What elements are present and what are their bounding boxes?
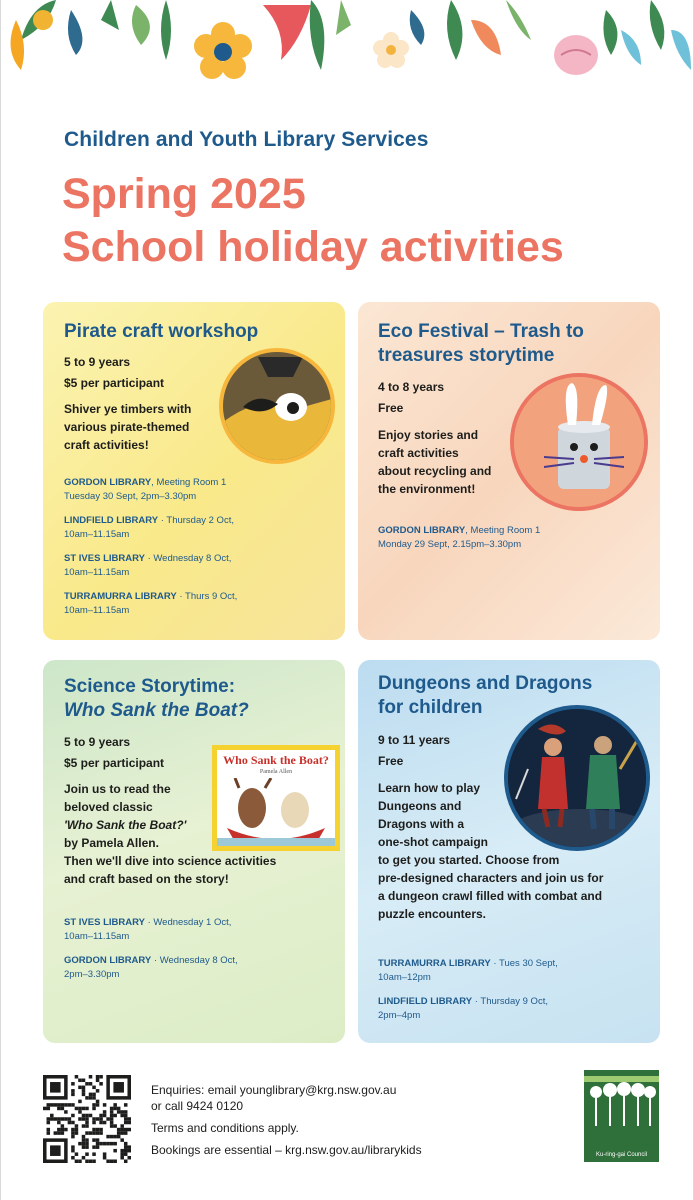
activity-card-eco-festival	[358, 302, 660, 640]
session-time: 2pm–3.30pm	[64, 969, 120, 980]
page-title	[62, 168, 564, 274]
description-line: beloved classic	[64, 800, 153, 814]
session-location: GORDON LIBRARY	[378, 525, 466, 536]
description-line: Dragons with a	[378, 817, 465, 831]
session-detail: · Thursday 9 Oct,	[472, 996, 548, 1007]
dnd-miniatures-photo	[504, 705, 650, 851]
activity-meta	[378, 730, 450, 772]
title-line-activities: School holiday activities	[62, 223, 564, 271]
session-detail: · Wednesday 8 Oct,	[151, 955, 238, 966]
age-range: 5 to 9 years	[64, 735, 131, 749]
session-time: Tuesday 30 Sept, 2pm–3.30pm	[64, 491, 197, 502]
session-item	[64, 552, 237, 580]
description-line: Dungeons and	[378, 799, 462, 813]
description-line: the environment!	[378, 482, 476, 496]
description-line: Shiver ye timbers with	[64, 402, 192, 416]
description-line: craft activities	[378, 446, 459, 460]
book-cover-illustration	[217, 778, 335, 846]
session-item	[64, 514, 237, 542]
session-location: GORDON LIBRARY	[64, 477, 152, 488]
title-line: for children	[378, 697, 483, 718]
activity-meta	[64, 732, 164, 774]
council-logo	[584, 1070, 659, 1162]
session-detail: , Meeting Room 1	[465, 525, 541, 536]
title-line-season: Spring 2025	[62, 170, 306, 218]
organisation-heading: Children and Youth Library Services	[64, 128, 429, 151]
terms-text: Terms and conditions apply.	[151, 1121, 299, 1135]
description-line: craft activities!	[64, 438, 149, 452]
title-line: Eco Festival – Trash to	[378, 321, 584, 342]
activity-card-science-storytime	[43, 660, 345, 1043]
session-detail: · Wednesday 8 Oct,	[144, 553, 232, 564]
session-detail: · Thursday 2 Oct,	[158, 515, 234, 526]
age-range: 9 to 11 years	[378, 733, 451, 747]
title-line: Dungeons and Dragons	[378, 673, 593, 694]
price: $5 per participant	[64, 756, 165, 770]
session-list	[378, 524, 540, 562]
qr-code-image[interactable]	[43, 1075, 131, 1163]
session-item	[378, 524, 540, 552]
description-line: about recycling and	[378, 464, 492, 478]
session-time: 10am–11.15am	[64, 605, 130, 616]
activity-title: Pirate craft workshop	[64, 321, 259, 342]
description-line: 'Who Sank the Boat?'	[64, 818, 187, 832]
description-line: one-shot campaign	[378, 835, 489, 849]
description-line: pre-designed characters and join us for	[378, 871, 604, 885]
footer-info	[151, 1082, 422, 1164]
title-line-italic: Who Sank the Boat?	[64, 700, 249, 721]
activity-title	[378, 320, 584, 368]
session-location: LINDFIELD LIBRARY	[64, 515, 159, 526]
age-range: 5 to 9 years	[64, 355, 131, 369]
description-line: Then we'll dive into science activities	[64, 854, 277, 868]
session-time: 10am–12pm	[378, 972, 431, 983]
age-range: 4 to 8 years	[378, 380, 445, 394]
session-detail: · Wednesday 1 Oct,	[144, 917, 232, 928]
enquiries-email: Enquiries: email younglibrary@krg.nsw.gov.au	[151, 1083, 397, 1097]
activity-card-pirate-craft	[43, 302, 345, 640]
session-time: 2pm–4pm	[378, 1010, 421, 1021]
recycled-bunny-craft-photo	[510, 373, 648, 511]
session-time: 10am–11.15am	[64, 567, 130, 578]
book-cover-title: Who Sank the Boat?	[223, 753, 329, 767]
description-line: and craft based on the story!	[64, 872, 229, 886]
price: $5 per participant	[64, 376, 165, 390]
title-line: Science Storytime:	[64, 676, 236, 697]
description-line: various pirate-themed	[64, 420, 190, 434]
enquiries-text	[151, 1082, 422, 1114]
session-time: 10am–11.15am	[64, 931, 130, 942]
session-list	[378, 957, 558, 1033]
session-location: GORDON LIBRARY	[64, 955, 152, 966]
book-cover-author: Pamela Allen	[259, 769, 293, 775]
session-item	[64, 590, 237, 618]
session-location: LINDFIELD LIBRARY	[378, 996, 473, 1007]
council-name: Ku-ring-gai Council	[595, 1152, 648, 1158]
description-line: to get you started. Choose from	[378, 853, 560, 867]
session-item	[378, 957, 558, 985]
price: Free	[378, 401, 404, 415]
session-item	[378, 995, 558, 1023]
session-time: 10am–11.15am	[64, 529, 130, 540]
description-line: by Pamela Allen.	[64, 836, 159, 850]
floral-banner-illustration	[1, 0, 694, 100]
session-detail: , Meeting Room 1	[151, 477, 227, 488]
session-time: Monday 29 Sept, 2.15pm–3.30pm	[378, 539, 522, 550]
description-line: Join us to read the	[64, 782, 171, 796]
activity-description	[64, 400, 191, 454]
tree-logo-icon	[584, 1070, 659, 1140]
session-detail: · Thurs 9 Oct,	[176, 591, 238, 602]
description-line: Enjoy stories and	[378, 428, 479, 442]
session-location: ST IVES LIBRARY	[64, 553, 145, 564]
session-item	[64, 476, 237, 504]
session-list	[64, 916, 238, 992]
enquiries-phone: or call 9424 0120	[151, 1099, 244, 1113]
session-location: TURRAMURRA LIBRARY	[378, 958, 491, 969]
activity-meta	[64, 352, 164, 394]
session-location: ST IVES LIBRARY	[64, 917, 145, 928]
session-list	[64, 476, 237, 628]
description-line: Learn how to play	[378, 781, 481, 795]
session-item	[64, 954, 238, 982]
session-location: TURRAMURRA LIBRARY	[64, 591, 177, 602]
price: Free	[378, 754, 404, 768]
session-item	[64, 916, 238, 944]
bookings-text: Bookings are essential – krg.nsw.gov.au/librarykids	[151, 1143, 422, 1157]
activity-card-dungeons-and-dragons	[358, 660, 660, 1043]
title-line: treasures storytime	[378, 345, 555, 366]
pirate-craft-photo	[219, 348, 335, 464]
session-detail: · Tues 30 Sept,	[490, 958, 558, 969]
activity-title	[64, 675, 249, 723]
activity-description	[378, 426, 491, 498]
book-cover-image	[212, 745, 340, 851]
description-line: puzzle encounters.	[378, 907, 487, 921]
description-line: a dungeon crawl filled with combat and	[378, 889, 603, 903]
activity-meta	[378, 377, 444, 419]
